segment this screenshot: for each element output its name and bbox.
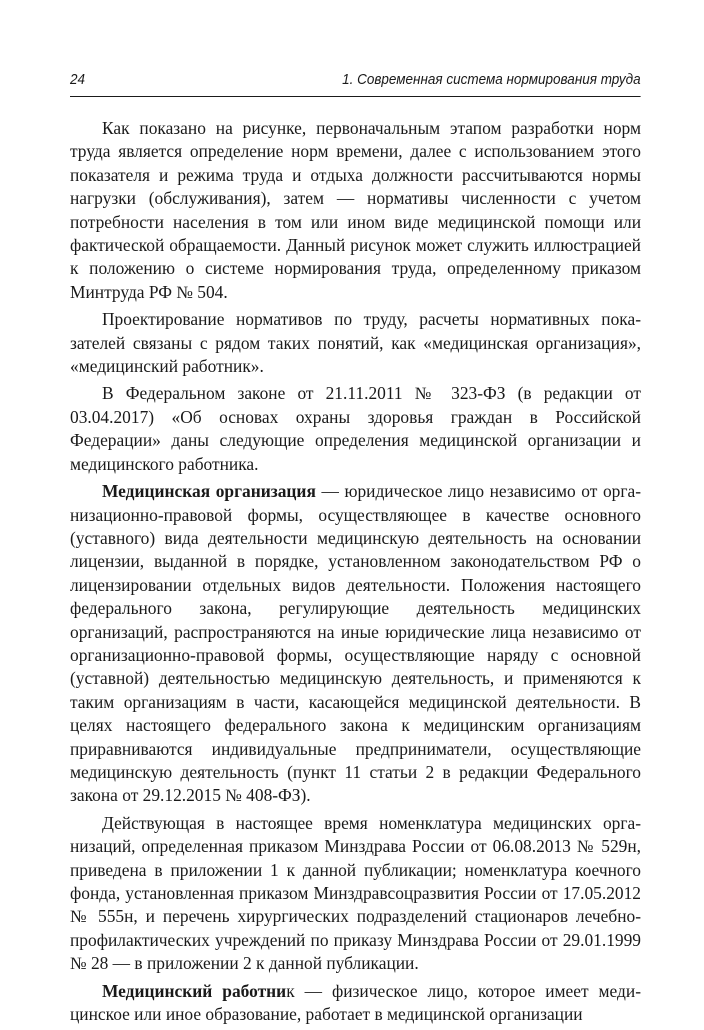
page-number: 24 [70, 71, 86, 88]
paragraph-text: В Федеральном законе от 21.11.2011 № 323-ФЗ (в редакции от 03.04.2017) «Об основах охраны здоровья граждан в Российской Федерации» даны следующие определения медицинской организации и медицинского работника. [70, 383, 641, 474]
defined-term: Медицинский работни [102, 980, 287, 1001]
paragraph-text: — юридическое лицо независимо от организационно-правовой формы, осуществляющее в качестве основного (уставного) вида деятельности медицинскую деятельность на основании лицензии, выданной в порядке, установленном законодательством РФ о лицензировании отдельных видов деятельности. Положения настоящего федерального закона, регулирующие деятельность медицинских организаций, распространяются на иные юридические лица независимо от организационно-правовой формы, осуществляющие наряду с основной (уставной) деятельностью медицинскую деятельность, и применяются к таким организациям в части, касающейся медицинской деятельности. В целях настоящего федерального закона к медицинским организациям приравниваются индивидуальные предприниматели, осуществляющие медицинскую деятельность (пункт 11 статьи 2 в редакции Федерального закона от 29.12.2015 № 408-ФЗ). [70, 481, 641, 806]
paragraph-text: Проектирование нормативов по труду, расчеты нормативных показателей связаны с рядом таких понятий, как «медицинская организация», «медицинский работник». [70, 309, 641, 377]
paragraph [70, 117, 641, 304]
paragraph [70, 382, 641, 476]
paragraph-text: Действующая в настоящее время номенклатура медицинских организаций, определенная приказом Минздрава России от 06.08.2013 № 529н, приведена в приложении 1 к данной публикации; номенклатура коечного фонда, установленная приказом Минздравсоцразвития России от 17.05.2012 № 555н, и перечень хирургических подразделений стационаров лечебно-профилактических учреждений по приказу Минздрава России от 29.01.1999 № 28 — в приложении 2 к данной публикации. [70, 812, 641, 974]
paragraph-text: к — физическое лицо, которое имеет медицинское или иное образование, работает в медицинской организации [70, 980, 641, 1025]
paragraph [70, 308, 641, 378]
paragraph [70, 812, 641, 976]
body-text [70, 117, 641, 1030]
running-header [70, 66, 641, 97]
paragraph-text: Как показано на рисунке, первоначальным этапом разработки норм труда является определение норм времени, далее с использованием этого показателя и режима труда и отдыха должности рассчитываются нормы нагрузки (обслуживания), затем — нормативы численности с учетом потребности населения в том или ином виде медицинской помощи или фактической обращаемости. Данный рисунок может служить иллюстрацией к положению о системе нормирования труда, определенному приказом Минтруда РФ № 504. [70, 118, 641, 302]
paragraph [70, 480, 641, 808]
chapter-title: 1. Современная система нормирования труда [342, 71, 641, 88]
paragraph [70, 980, 641, 1027]
defined-term: Медицинская организация [102, 481, 316, 502]
